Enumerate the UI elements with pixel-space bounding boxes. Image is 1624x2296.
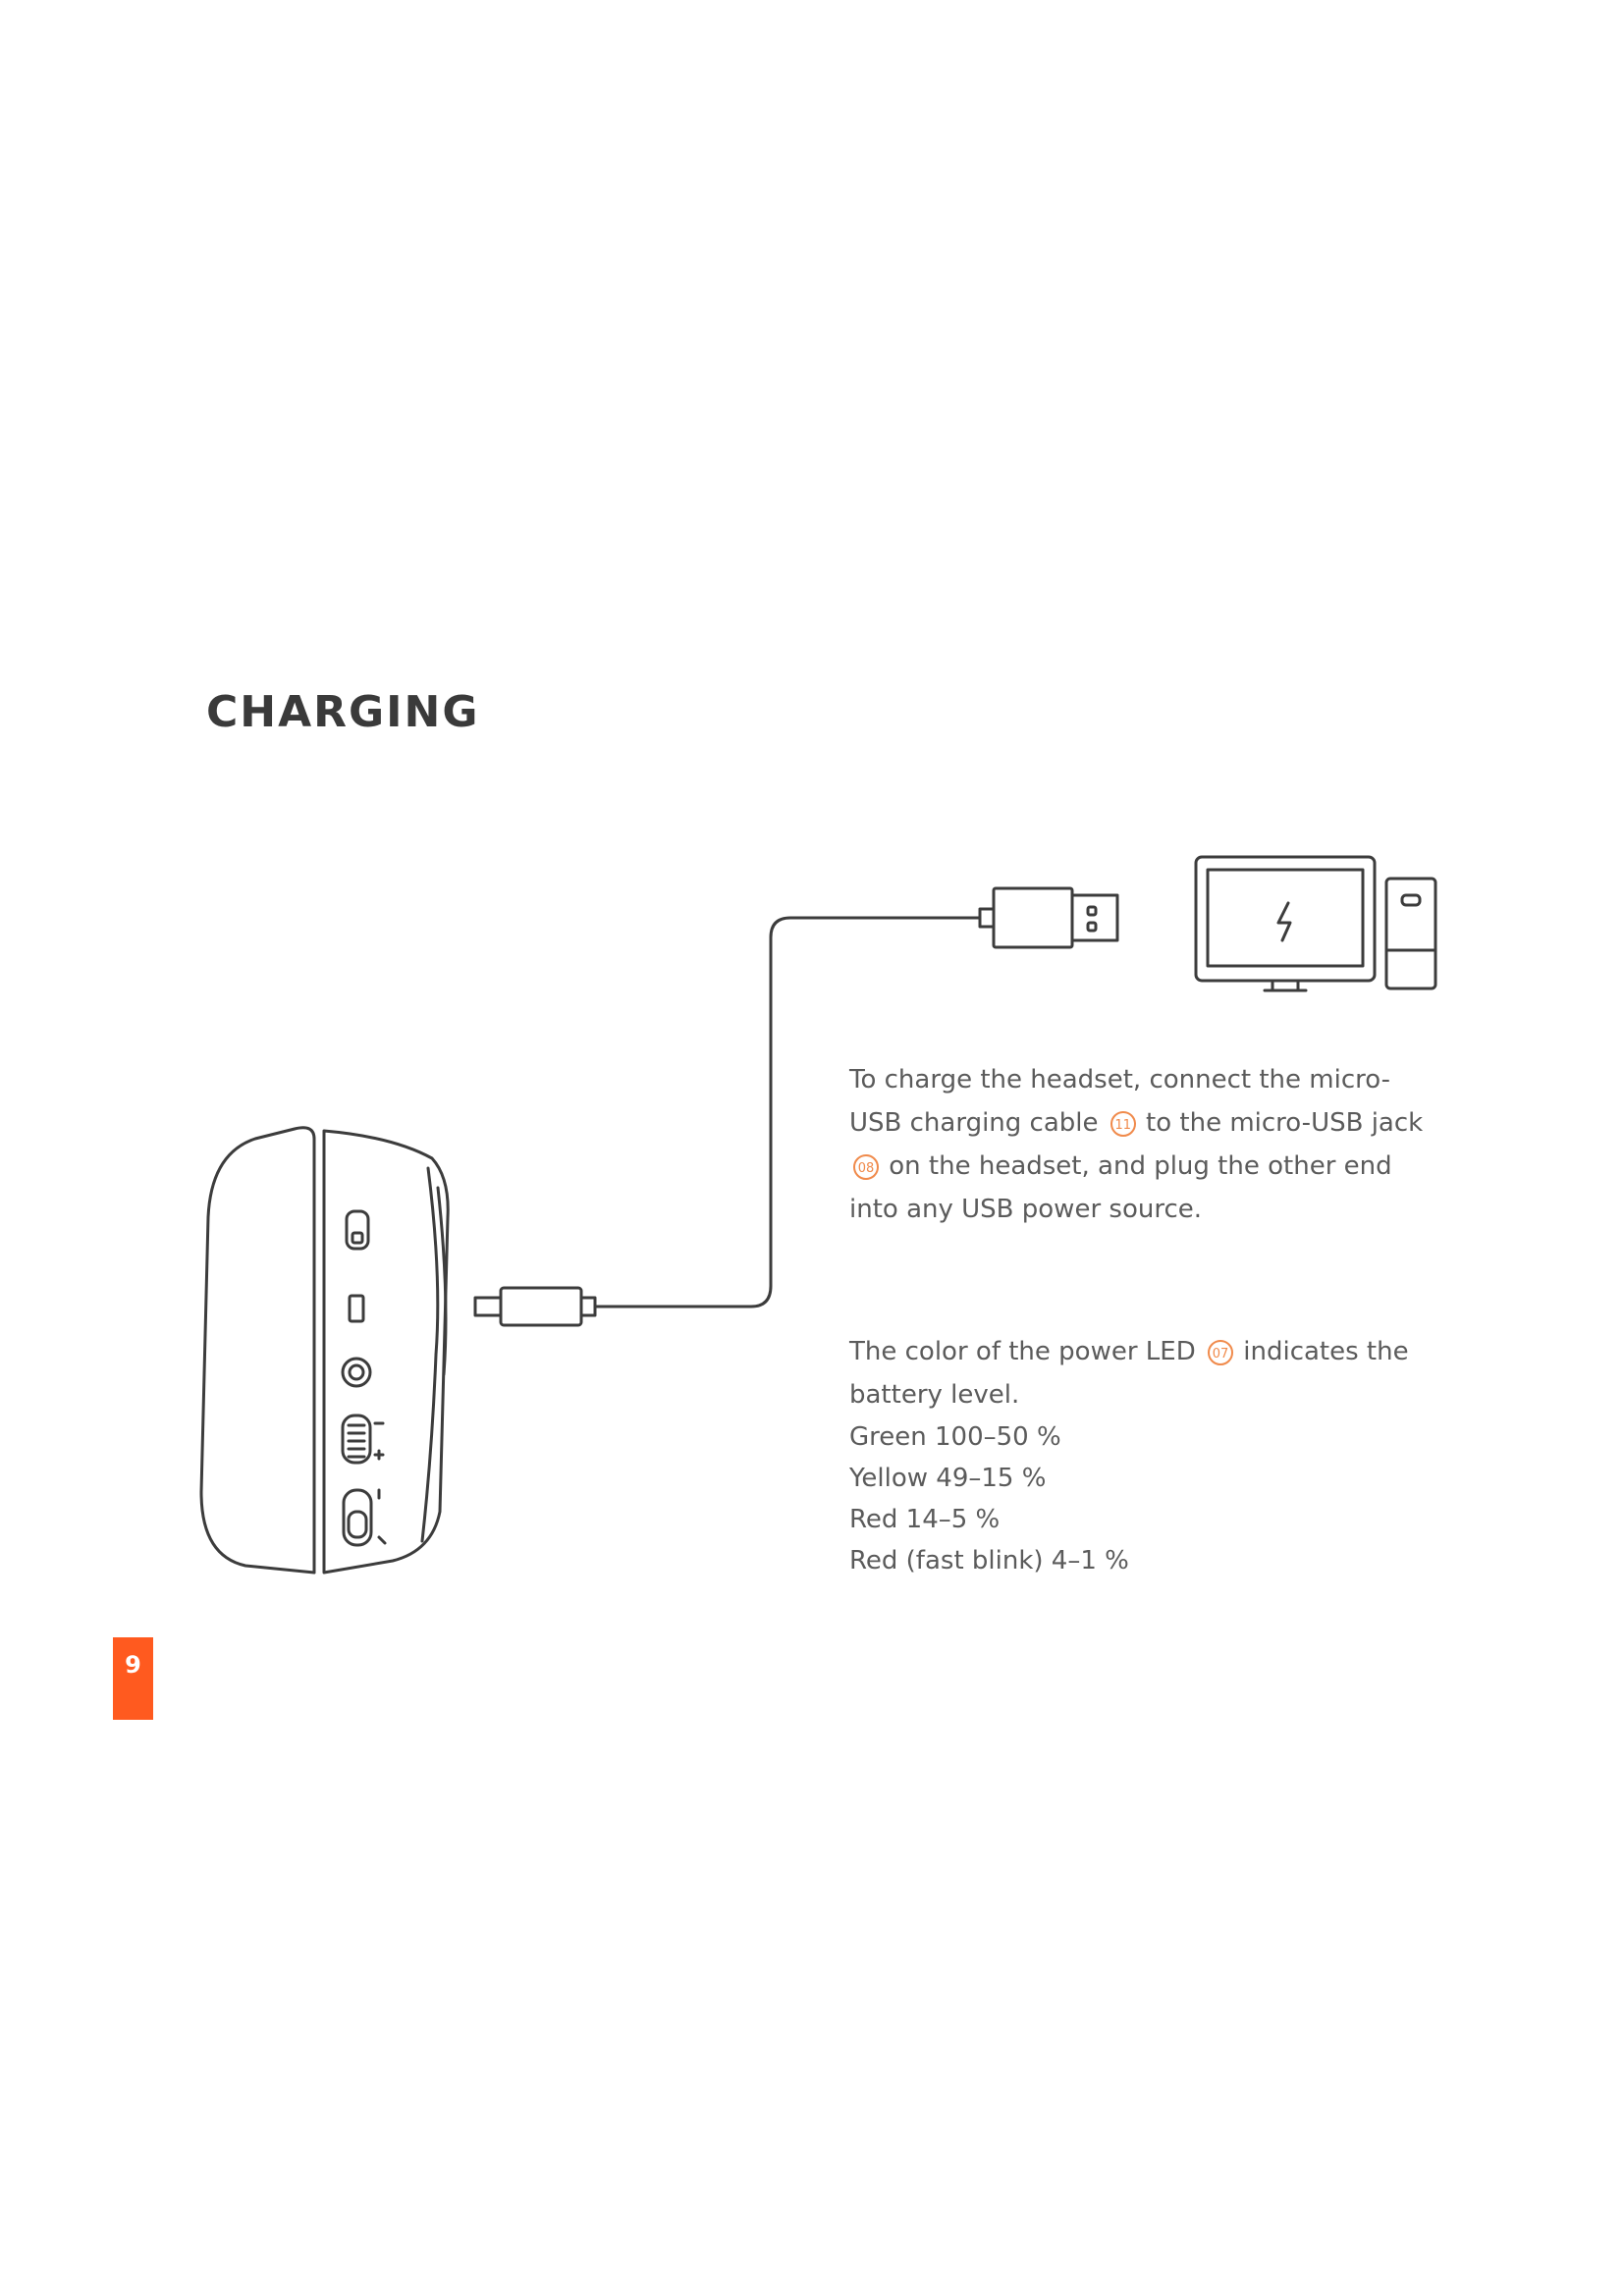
computer-monitor-icon	[1196, 857, 1375, 990]
charging-instructions	[849, 1058, 1438, 1231]
battery-level-section	[849, 1330, 1438, 1581]
charging-text-part-3: on the headset, and plug the other end into any USB power source.	[849, 1151, 1392, 1224]
battery-level-list	[849, 1416, 1438, 1581]
jack-callout-badge: 08	[853, 1154, 879, 1180]
headset-icon	[201, 1128, 448, 1573]
computer-tower-icon	[1386, 879, 1435, 988]
battery-intro-part-2: indicates the battery level.	[849, 1337, 1409, 1410]
battery-level-red: Red 14–5 %	[849, 1505, 1001, 1534]
usb-a-plug-icon	[980, 888, 1117, 947]
page-title: CHARGING	[206, 687, 480, 737]
battery-level-yellow: Yellow 49–15 %	[849, 1464, 1047, 1493]
battery-intro-part-1: The color of the power LED	[849, 1337, 1196, 1366]
battery-intro	[849, 1330, 1438, 1416]
charging-text-part-2: to the micro-USB jack	[1146, 1108, 1424, 1138]
micro-usb-plug-icon	[475, 1288, 595, 1325]
battery-level-green: Green 100–50 %	[849, 1422, 1061, 1452]
cable-callout-badge: 11	[1110, 1111, 1136, 1137]
charging-text-part-1: To charge the headset, connect the micro-USB charging cable	[849, 1065, 1391, 1138]
page-number: 9	[125, 1651, 141, 1679]
led-callout-badge: 07	[1208, 1340, 1233, 1365]
page-number-tab	[113, 1637, 153, 1720]
battery-level-red-blink: Red (fast blink) 4–1 %	[849, 1546, 1129, 1575]
